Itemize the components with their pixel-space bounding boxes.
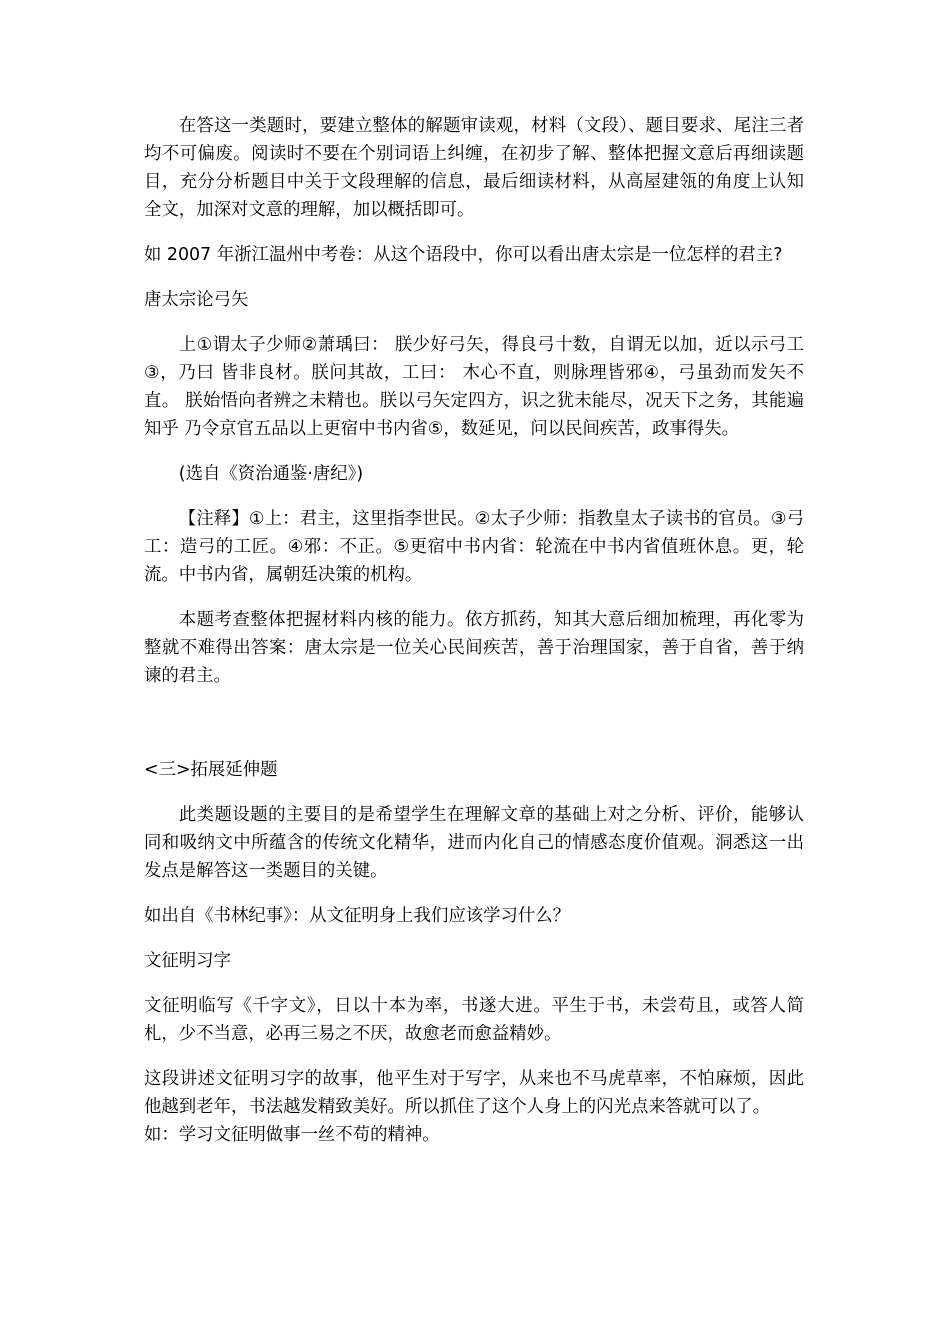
example-question-2: 如出自《书林纪事》：从文征明身上我们应该学习什么？ — [144, 906, 571, 926]
answer-analysis-2: 这段讲述文征明习字的故事，他平生对于写字，从来也不马虎草率，不怕麻烦，因此他越到老年，书法越发精致美好。所以抓住了这个人身上的闪光点来答就可以了。 — [144, 1069, 804, 1117]
sample-answer: 如：学习文征明做事一丝不苟的精神。 — [144, 1125, 440, 1145]
passage-title: 唐太宗论弓矢 — [144, 290, 249, 310]
document-body — [144, 112, 804, 1149]
section-heading: <三>拓展延伸题 — [144, 760, 278, 780]
passage-title-2: 文征明习字 — [144, 951, 231, 971]
classical-passage-2: 文征明临写《千字文》，日以十本为率，书遂大进。平生于书，未尝苟且，或答人简札，少不当意，必再三易之不厌，故愈老而愈益精妙。 — [144, 996, 804, 1044]
example-question: 如 2007 年浙江温州中考卷：从这个语段中，你可以看出唐太宗是一位怎样的君主? — [144, 245, 783, 265]
classical-passage: 上①谓太子少师②萧瑀曰： 朕少好弓矢，得良弓十数，自谓无以加，近以示弓工③，乃曰 皆非良材。朕问其故，工曰： 木心不直，则脉理皆邪④，弓虽劲而发矢不直。 朕始悟向者辨之未精也。朕以弓矢定四方，识之犹未能尽，况天下之务，其能遍知乎 乃令京官五品以上更宿中书内省⑤，数延见，问以民间疾苦，政事得失。 — [144, 335, 804, 439]
annotations: 【注释】①上：君主，这里指李世民。②太子少师：指教皇太子读书的官员。③弓工：造弓的工匠。④邪：不正。⑤更宿中书内省：轮流在中书内省值班休息。更，轮流。中书内省，属朝廷决策的机构。 — [144, 509, 804, 585]
section-intro: 此类题设题的主要目的是希望学生在理解文章的基础上对之分析、评价，能够认同和吸纳文中所蕴含的传统文化精华，进而内化自己的情感态度价值观。洞悉这一出发点是解答这一类题目的关键。 — [144, 805, 804, 881]
source-citation: (选自《资治通鉴·唐纪》) — [178, 464, 364, 484]
intro-paragraph: 在答这一类题时，要建立整体的解题审读观，材料（文段）、题目要求、尾注三者均不可偏废。阅读时不要在个别词语上纠缠，在初步了解、整体把握文意后再细读题目，充分分析题目中关于文段理解的信息，最后细读材料，从高屋建瓴的角度上认知全文，加深对文意的理解，加以概括即可。 — [144, 116, 804, 220]
answer-analysis: 本题考查整体把握材料内核的能力。依方抓药，知其大意后细加梳理，再化零为整就不难得出答案：唐太宗是一位关心民间疾苦，善于治理国家，善于自省，善于纳谏的君主。 — [144, 610, 804, 686]
